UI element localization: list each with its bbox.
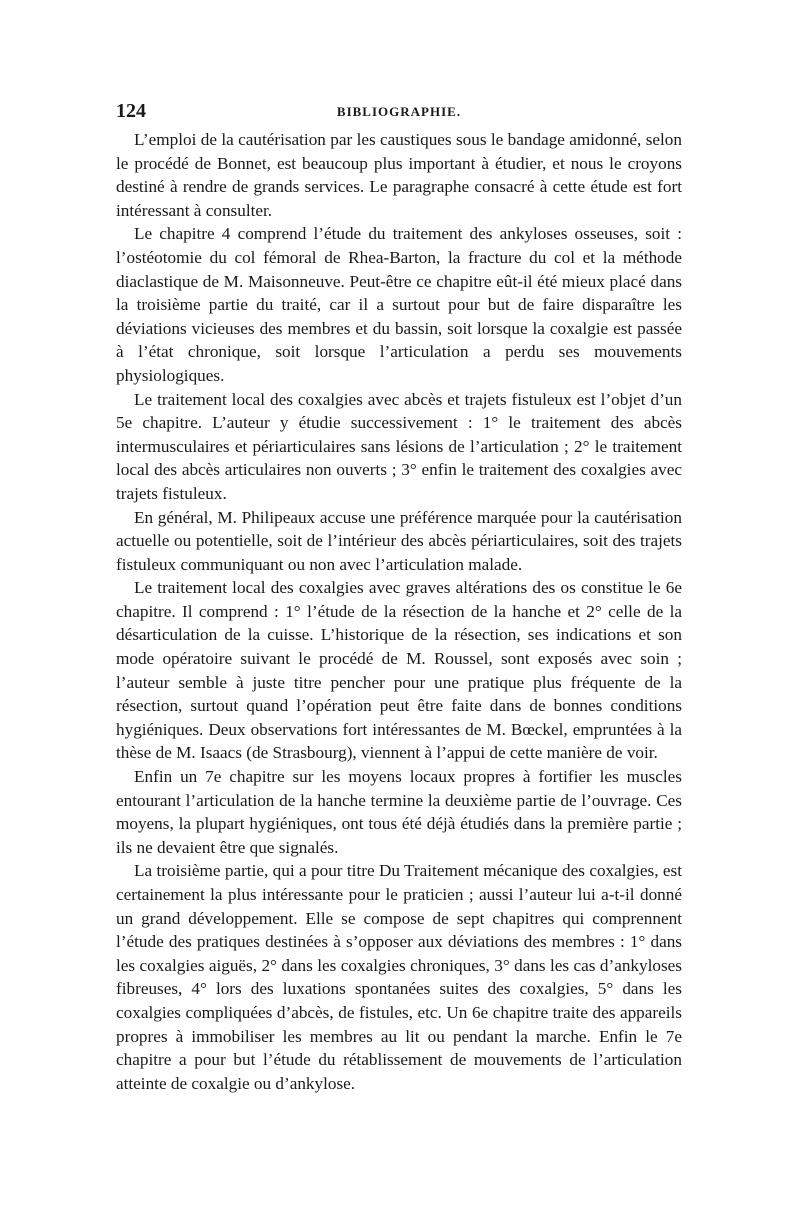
paragraph-chapter-6: Le traitement local des coxalgies avec graves altérations des os constitue le 6e chapitre. Il comprend : 1° l’étude de la résection de la hanche et 2° celle de la désarticulation de la cuisse. L’historique de la résection, ses indications et son mode opératoire suivant le procédé de M. Roussel, sont exposés avec soin ; l’auteur semble à juste titre pencher pour une pratique plus fréquente de la résection, surtout quand l’opération peut être faite dans de bonnes conditions hygiéniques. Deux observations fort intéressantes de M. Bœckel, empruntées à la thèse de M. Isaacs (de Strasbourg), viennent à l’appui de cette manière de voir. bbox=[116, 578, 682, 763]
paragraph-chapter-7: Enfin un 7e chapitre sur les moyens locaux propres à fortifier les muscles entourant l’articulation de la hanche termine la deuxième partie de l’ouvrage. Ces moyens, la plupart hygiéniques, ont tous été déjà étudiés dans la première partie ; ils ne devaient être que signalés. bbox=[116, 767, 682, 857]
paragraph-third-part: La troisième partie, qui a pour titre Du Traitement mécanique des coxalgies, est certainement la plus intéressante pour le praticien ; aussi l’auteur lui a-t-il donné un grand développement. Elle se compose de sept chapitres qui comprennent l’étude des pratiques destinées à s’opposer aux déviations des membres : 1° dans les coxalgies aiguës, 2° dans les coxalgies chroniques, 3° dans les cas d’ankyloses fibreuses, 4° lors des luxations spontanées suites des coxalgies, 5° dans les coxalgies compliquées d’abcès, de fistules, etc. Un 6e chapitre traite des appareils propres à immobiliser les membres au lit ou pendant la marche. Enfin le 7e chapitre a pour but l’étude du rétablissement de mouvements de l’articulation atteinte de coxalgie ou d’ankylose. bbox=[116, 861, 682, 1093]
page-header bbox=[116, 100, 682, 124]
paragraph-chapter-5: Le traitement local des coxalgies avec abcès et trajets fistuleux est l’objet d’un 5e chapitre. L’auteur y étudie successivement : 1° le traitement des abcès intermusculaires et périarticulaires sans lésions de l’articulation ; 2° le traitement local des abcès articulaires non ouverts ; 3° enfin le traitement des coxalgies avec trajets fistuleux. bbox=[116, 389, 682, 503]
paragraph-chapter-4: Le chapitre 4 comprend l’étude du traitement des ankyloses osseuses, soit : l’ostéotomie du col fémoral de Rhea-Barton, la fracture du col et la méthode diaclastique de M. Maisonneuve. Peut-être ce chapitre eût-il été mieux placé dans la troisième partie du traité, car il a surtout pour but de faire disparaître les déviations vicieuses des membres et du bassin, soit lorsque la coxalgie est passée à l’état chronique, soit lorsque l’articulation a perdu ses mouvements physiologiques. bbox=[116, 224, 682, 385]
running-head: BIBLIOGRAPHIE. bbox=[336, 104, 462, 119]
body-text bbox=[116, 128, 682, 1095]
page-number: 124 bbox=[116, 100, 146, 122]
paragraph-preference: En général, M. Philipeaux accuse une préférence marquée pour la cautérisation actuelle ou potentielle, soit de l’intérieur des abcès périarticulaires, soit des trajets fistuleux communiquant ou non avec l’articulation malade. bbox=[116, 507, 682, 574]
paragraph-cauterisation: L’emploi de la cautérisation par les caustiques sous le bandage amidonné, selon le procédé de Bonnet, est beaucoup plus important à étudier, et nous le croyons destiné à rendre de grands services. Le paragraphe consacré à cette étude est fort intéressant à consulter. bbox=[116, 130, 682, 220]
